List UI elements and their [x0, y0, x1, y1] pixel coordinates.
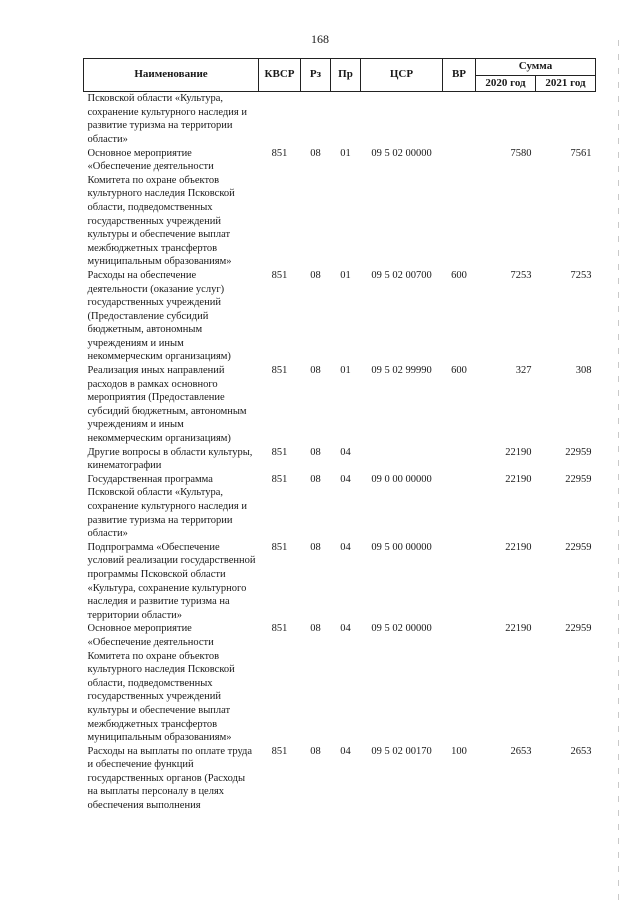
row-rz: 08 — [310, 745, 321, 757]
row-2020 — [476, 92, 536, 147]
header-sum: Сумма — [476, 59, 596, 76]
row-2021: 7253 — [570, 269, 592, 281]
row-rz: 08 — [310, 541, 321, 553]
header-pr: Пр — [331, 59, 361, 92]
row-name: Другие вопросы в области культуры, кинематографии — [87, 446, 253, 472]
table-row — [84, 446, 596, 473]
row-kvsr: 851 — [271, 745, 288, 757]
table-row — [84, 269, 596, 364]
row-vr — [443, 446, 476, 473]
header-vr: ВР — [443, 59, 476, 92]
row-pr: 04 — [340, 745, 351, 757]
row-2020: 7580 — [510, 147, 532, 159]
row-name: Подпрограмма «Обеспечение условий реализации государственной программы Псковской области «Культура, сохранение культурного наследия и развитие туризма на территории области» — [87, 541, 256, 621]
row-rz: 08 — [310, 269, 321, 281]
row-rz: 08 — [310, 365, 321, 377]
row-vr: 600 — [451, 269, 467, 281]
row-kvsr: 851 — [271, 473, 288, 485]
row-vr: 600 — [451, 365, 467, 377]
header-rz: Рз — [301, 59, 331, 92]
row-csr: 09 0 00 00000 — [371, 473, 432, 485]
table-row — [84, 541, 596, 623]
table-row — [84, 364, 596, 446]
row-2021: 308 — [575, 365, 592, 377]
row-csr — [361, 92, 443, 147]
row-pr: 01 — [340, 269, 351, 281]
row-2020: 22190 — [505, 446, 532, 458]
table-row — [84, 745, 596, 813]
table-row — [84, 473, 596, 541]
header-kvsr: КВСР — [259, 59, 301, 92]
row-pr: 01 — [340, 147, 351, 159]
row-kvsr: 851 — [271, 446, 288, 458]
page-number: 168 — [311, 32, 329, 46]
row-kvsr: 851 — [271, 365, 288, 377]
scan-margin-line — [618, 40, 619, 900]
table-header-row — [84, 59, 596, 76]
table-row — [84, 622, 596, 744]
row-pr: 04 — [340, 623, 351, 635]
row-rz: 08 — [310, 446, 321, 458]
row-vr — [443, 147, 476, 269]
row-pr: 04 — [340, 541, 351, 553]
row-rz: 08 — [310, 147, 321, 159]
row-name: Псковской области «Культура, сохранение культурного наследия и развитие туризма на территории области» — [87, 93, 247, 145]
row-pr: 01 — [340, 365, 351, 377]
row-kvsr — [259, 92, 301, 147]
row-2020: 7253 — [510, 269, 532, 281]
row-2020: 22190 — [505, 473, 532, 485]
row-2021: 22959 — [565, 473, 592, 485]
row-2020: 327 — [515, 365, 532, 377]
row-rz: 08 — [310, 473, 321, 485]
table-row — [84, 92, 596, 147]
row-pr — [331, 92, 361, 147]
row-pr: 04 — [340, 446, 351, 458]
row-vr — [443, 622, 476, 744]
row-rz — [301, 92, 331, 147]
row-2021: 22959 — [565, 446, 592, 458]
row-csr: 09 5 02 00000 — [371, 147, 432, 159]
header-name: Наименование — [84, 59, 259, 92]
row-2021: 22959 — [565, 541, 592, 553]
row-2021: 22959 — [565, 623, 592, 635]
row-vr — [443, 473, 476, 541]
table-row — [84, 147, 596, 269]
row-vr — [443, 541, 476, 623]
row-kvsr: 851 — [271, 269, 288, 281]
row-2021 — [536, 92, 596, 147]
row-rz: 08 — [310, 623, 321, 635]
row-name: Расходы на обеспечение деятельности (оказание услуг) государственных учреждений (Предоставление субсидий бюджетным, автономным учреждениям и иным некоммерческим организациям) — [87, 269, 231, 363]
row-name: Реализация иных направлений расходов в рамках основного мероприятия (Предоставление субсидий бюджетным, автономным учреждениям и иным некоммерческим организациям) — [87, 365, 247, 445]
row-pr: 04 — [340, 473, 351, 485]
row-csr: 09 5 02 00000 — [371, 623, 432, 635]
row-2020: 22190 — [505, 623, 532, 635]
row-vr: 100 — [451, 745, 467, 757]
row-vr — [443, 92, 476, 147]
row-csr: 09 5 02 00170 — [371, 745, 432, 757]
header-2020: 2020 год — [476, 75, 536, 92]
table-body — [84, 92, 596, 813]
row-2021: 2653 — [570, 745, 592, 757]
row-csr: 09 5 02 99990 — [371, 365, 432, 377]
budget-table — [83, 58, 596, 813]
row-name: Государственная программа Псковской области «Культура, сохранение культурного наследия и развитие туризма на территории области» — [87, 473, 247, 540]
row-csr: 09 5 02 00700 — [371, 269, 432, 281]
row-2020: 22190 — [505, 541, 532, 553]
row-2021: 7561 — [570, 147, 592, 159]
header-csr: ЦСР — [361, 59, 443, 92]
row-csr — [361, 446, 443, 473]
row-name: Основное мероприятие «Обеспечение деятельности Комитета по охране объектов культурного наследия Псковской области, подведомственных государственных учреждений культуры и обеспечение выплат межбюджетных трансфертов муниципальным образованиям» — [87, 147, 235, 268]
row-2020: 2653 — [510, 745, 532, 757]
header-2021: 2021 год — [536, 75, 596, 92]
row-kvsr: 851 — [271, 541, 288, 553]
row-csr: 09 5 00 00000 — [371, 541, 432, 553]
row-kvsr: 851 — [271, 147, 288, 159]
row-kvsr: 851 — [271, 623, 288, 635]
row-name: Расходы на выплаты по оплате труда и обеспечение функций государственных органов (Расходы на выплаты персоналу в целях обеспечения выполнения — [87, 745, 253, 812]
row-name: Основное мероприятие «Обеспечение деятельности Комитета по охране объектов культурного наследия Псковской области, подведомственных государственных учреждений культуры и обеспечение выплат межбюджетных трансфертов муниципальным образованиям» — [87, 623, 235, 744]
